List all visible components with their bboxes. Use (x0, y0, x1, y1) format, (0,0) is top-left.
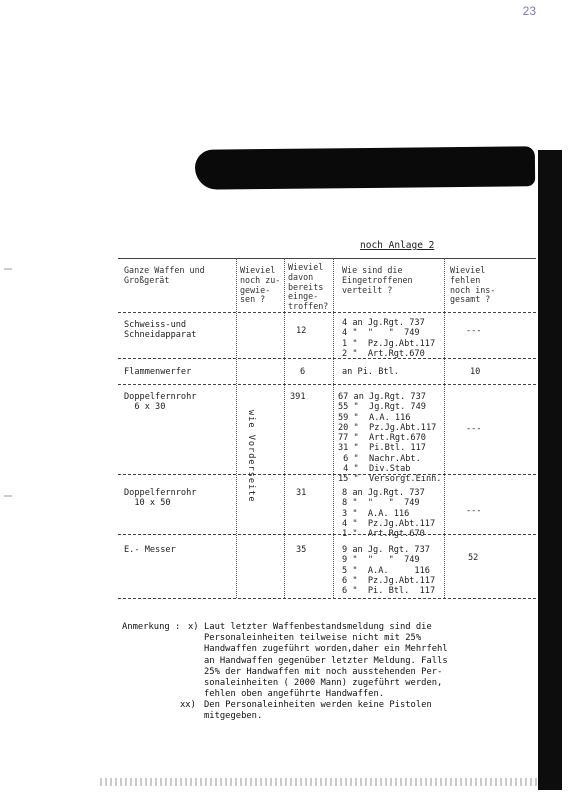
punch-mark (4, 268, 12, 270)
scan-bottom-artifact (100, 778, 540, 786)
row-arrived: 6 (300, 367, 306, 377)
column-rule (444, 258, 445, 598)
vertical-note: wie Vorderseite (246, 410, 256, 503)
note-xx-text: Den Personaleinheiten werden keine Pistolen mitgegeben. (204, 700, 432, 722)
row-distribution: 67 an Jg.Rgt. 737 55 " Jg.Rgt. 749 59 " A.A. 116 20 " Pz.Jg.Abt.117 77 " Art.Rgt.670 31 " Pi.Btl. 117 6 " Nachr.Abt. 4 " Div.Stab 15 " Versorgt.Einh. (338, 392, 442, 485)
note-xx-mark: xx) (180, 700, 196, 710)
row-missing: 10 (470, 367, 481, 377)
row-rule (118, 474, 536, 476)
notes-label: Anmerkung : (122, 622, 181, 632)
row-rule (118, 358, 536, 360)
row-item-name: Flammenwerfer (124, 367, 192, 377)
table-bottom-rule (118, 598, 536, 600)
header-to-assign: Wieviel noch zu- gewie- sen ? (240, 265, 281, 305)
column-rule (333, 258, 334, 598)
header-rule (118, 312, 536, 314)
row-item-name: Schweiss-und Schneidapparat (124, 320, 197, 341)
row-item-name: Doppelfernrohr 10 x 50 (124, 488, 197, 509)
annex-caption: noch Anlage 2 (360, 240, 435, 251)
row-rule (118, 384, 536, 386)
header-distribution: Wie sind die Eingetroffenen verteilt ? (342, 265, 413, 295)
row-arrived: 35 (296, 545, 307, 555)
header-missing: Wieviel fehlen noch ins- gesamt ? (450, 265, 496, 305)
row-item-name: Doppelfernrohr 6 x 30 (124, 392, 197, 413)
table-top-rule (118, 258, 536, 260)
row-distribution: 8 an Jg.Rgt. 737 8 " " " 749 3 " A.A. 116 4 " Pz.Jg.Abt.117 1 " Art.Rgt.670 (342, 488, 436, 540)
row-missing: --- (466, 506, 482, 516)
row-item-name: E.- Messer (124, 545, 176, 555)
row-distribution: 9 an Jg. Rgt. 737 9 " " " 749 5 " A.A. 116 6 " Pz.Jg.Abt.117 6 " Pi. Btl. 117 (342, 545, 436, 597)
row-distribution: an Pi. Btl. (342, 367, 399, 377)
row-distribution: 4 an Jg.Rgt. 737 4 " " " 749 1 " Pz.Jg.Abt.117 2 " Art.Rgt.670 (342, 318, 436, 359)
header-weapons: Ganze Waffen und Großgerät (124, 265, 205, 285)
note-x-text: Laut letzter Waffenbestandsmeldung sind die Personaleinheiten teilweise nicht mit 25% Handwaffen zugeführt worden,daher ein Mehrfehl an Handwaffen gegenüber letzter Meldung. Falls 25% der Handwaffen mit noch ausstehenden Per- sonaleinheiten ( 2000 Mann) zugeführt werden, fehlen oben angeführte Handwaffen. (204, 622, 448, 700)
redaction-bar (195, 146, 535, 190)
row-arrived: 31 (296, 488, 307, 498)
row-arrived: 391 (290, 392, 306, 402)
note-x-mark: x) (188, 622, 199, 632)
row-missing: 52 (468, 553, 479, 563)
page-number: 23 (522, 4, 536, 18)
row-rule (118, 534, 536, 536)
column-rule (284, 258, 285, 598)
scan-edge-shadow (538, 150, 562, 790)
row-missing: --- (466, 326, 482, 336)
header-arrived: Wieviel davon bereits einge- troffen? (288, 262, 329, 312)
punch-mark (4, 495, 12, 497)
row-missing: --- (466, 424, 482, 434)
row-arrived: 12 (296, 326, 307, 336)
